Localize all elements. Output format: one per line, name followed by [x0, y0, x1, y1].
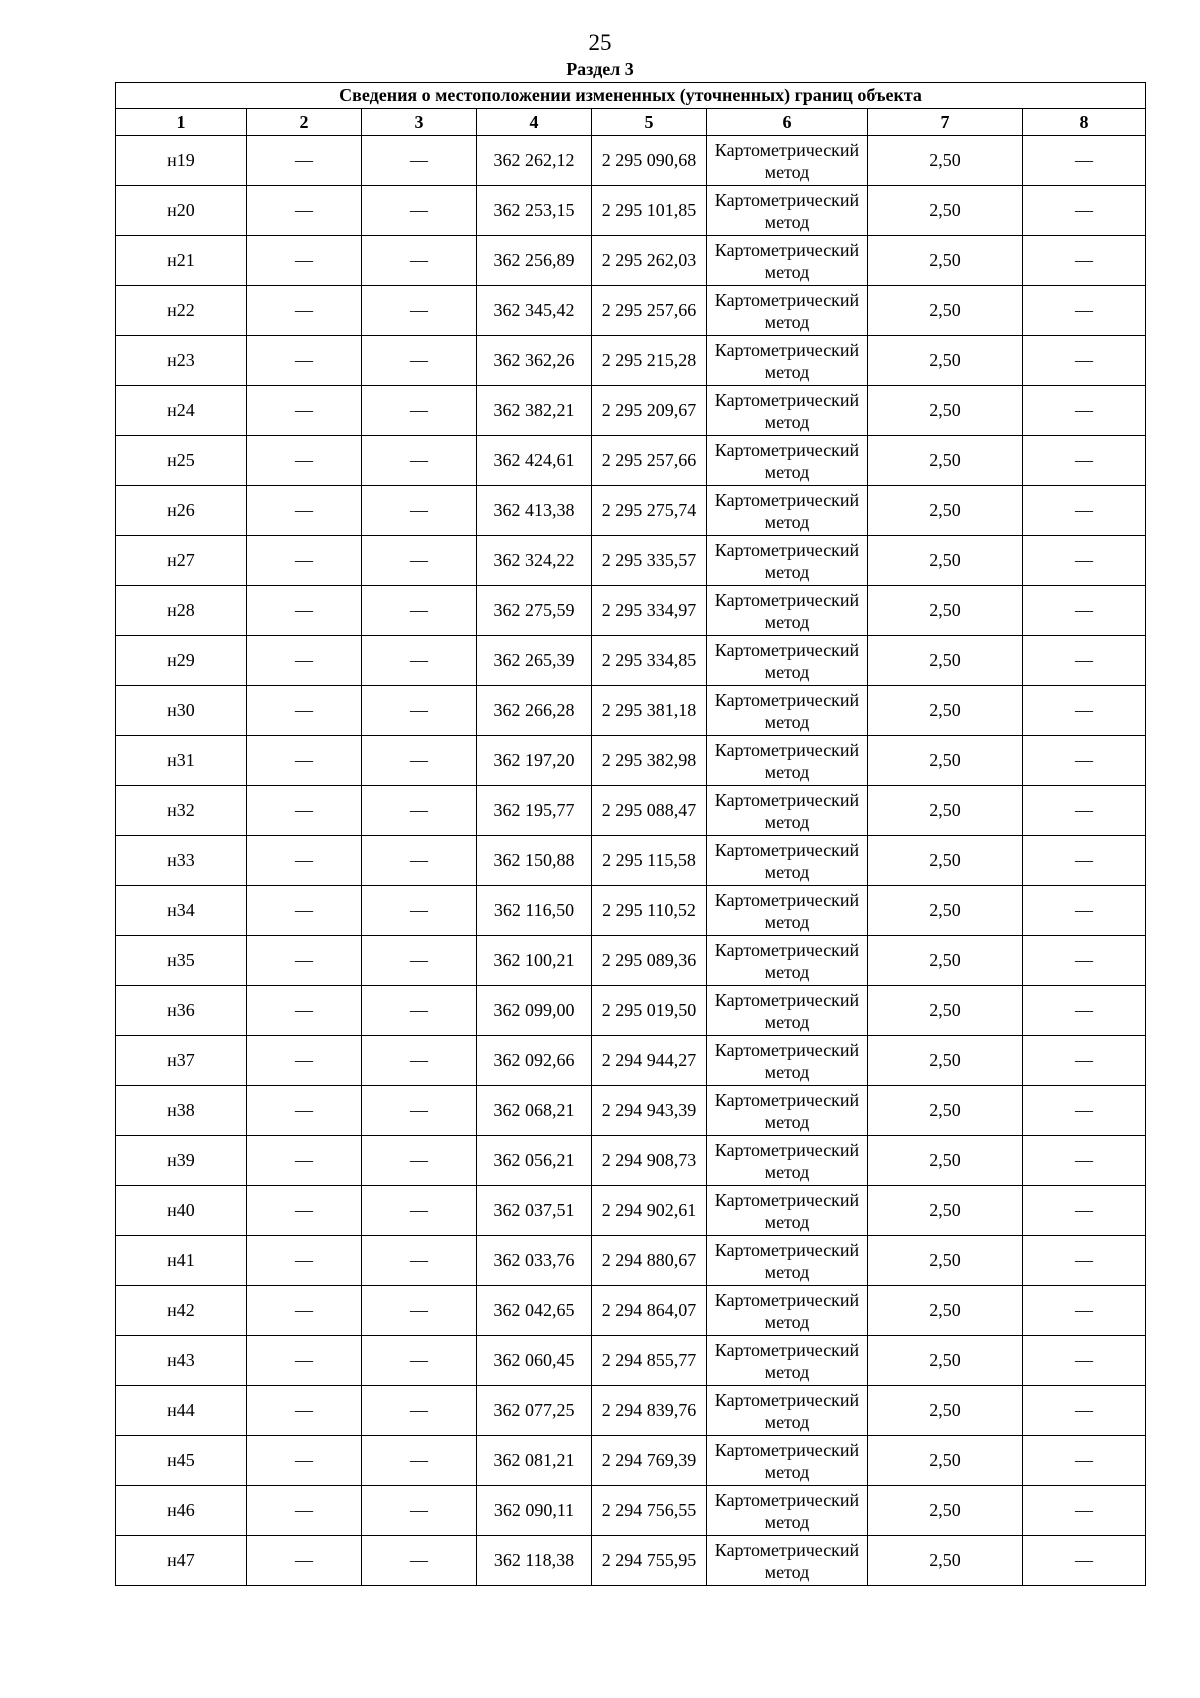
- y-coordinate-cell: 2 295 275,74: [592, 486, 707, 536]
- col2-cell: —: [247, 336, 362, 386]
- col8-cell: —: [1023, 1436, 1146, 1486]
- accuracy-cell: 2,50: [868, 436, 1023, 486]
- method-cell: Картометрический метод: [707, 1086, 868, 1136]
- point-name-cell: н39: [116, 1136, 247, 1186]
- x-coordinate-cell: 362 197,20: [477, 736, 592, 786]
- point-name-cell: н27: [116, 536, 247, 586]
- column-number-header: 3: [362, 109, 477, 136]
- point-name-cell: н42: [116, 1286, 247, 1336]
- section-title: Раздел 3: [566, 59, 634, 79]
- point-name-cell: н41: [116, 1236, 247, 1286]
- y-coordinate-cell: 2 295 090,68: [592, 136, 707, 186]
- point-name-cell: н34: [116, 886, 247, 936]
- method-cell: Картометрический метод: [707, 1336, 868, 1386]
- col2-cell: —: [247, 386, 362, 436]
- col3-cell: —: [362, 286, 477, 336]
- col2-cell: —: [247, 586, 362, 636]
- point-name-cell: н20: [116, 186, 247, 236]
- accuracy-cell: 2,50: [868, 936, 1023, 986]
- accuracy-cell: 2,50: [868, 786, 1023, 836]
- accuracy-cell: 2,50: [868, 586, 1023, 636]
- col2-cell: —: [247, 1236, 362, 1286]
- col3-cell: —: [362, 1036, 477, 1086]
- col3-cell: —: [362, 1486, 477, 1536]
- col8-cell: —: [1023, 1286, 1146, 1336]
- method-cell: Картометрический метод: [707, 336, 868, 386]
- method-cell: Картометрический метод: [707, 1236, 868, 1286]
- x-coordinate-cell: 362 324,22: [477, 536, 592, 586]
- point-name-cell: н44: [116, 1386, 247, 1436]
- point-name-cell: н22: [116, 286, 247, 336]
- x-coordinate-cell: 362 253,15: [477, 186, 592, 236]
- x-coordinate-cell: 362 275,59: [477, 586, 592, 636]
- col8-cell: —: [1023, 686, 1146, 736]
- x-coordinate-cell: 362 100,21: [477, 936, 592, 986]
- col8-cell: —: [1023, 886, 1146, 936]
- col2-cell: —: [247, 486, 362, 536]
- method-cell: Картометрический метод: [707, 1486, 868, 1536]
- col2-cell: —: [247, 686, 362, 736]
- method-cell: Картометрический метод: [707, 636, 868, 686]
- col3-cell: —: [362, 1536, 477, 1586]
- y-coordinate-cell: 2 295 334,85: [592, 636, 707, 686]
- col2-cell: —: [247, 1536, 362, 1586]
- method-cell: Картометрический метод: [707, 236, 868, 286]
- col8-cell: —: [1023, 1236, 1146, 1286]
- method-cell: Картометрический метод: [707, 486, 868, 536]
- y-coordinate-cell: 2 295 381,18: [592, 686, 707, 736]
- col2-cell: —: [247, 786, 362, 836]
- method-cell: Картометрический метод: [707, 886, 868, 936]
- point-name-cell: н30: [116, 686, 247, 736]
- point-name-cell: н29: [116, 636, 247, 686]
- point-name-cell: н31: [116, 736, 247, 786]
- accuracy-cell: 2,50: [868, 1436, 1023, 1486]
- col2-cell: —: [247, 1336, 362, 1386]
- y-coordinate-cell: 2 294 902,61: [592, 1186, 707, 1236]
- col8-cell: —: [1023, 636, 1146, 686]
- accuracy-cell: 2,50: [868, 286, 1023, 336]
- x-coordinate-cell: 362 362,26: [477, 336, 592, 386]
- method-cell: Картометрический метод: [707, 1436, 868, 1486]
- method-cell: Картометрический метод: [707, 1536, 868, 1586]
- col2-cell: —: [247, 236, 362, 286]
- table-row: [116, 986, 1146, 1036]
- col8-cell: —: [1023, 936, 1146, 986]
- col3-cell: —: [362, 836, 477, 886]
- table-title: Сведения о местоположении измененных (уточненных) границ объекта: [116, 83, 1146, 109]
- y-coordinate-cell: 2 294 943,39: [592, 1086, 707, 1136]
- x-coordinate-cell: 362 081,21: [477, 1436, 592, 1486]
- table-row: [116, 786, 1146, 836]
- x-coordinate-cell: 362 382,21: [477, 386, 592, 436]
- table-row: [116, 736, 1146, 786]
- method-cell: Картометрический метод: [707, 186, 868, 236]
- col2-cell: —: [247, 936, 362, 986]
- table-row: [116, 136, 1146, 186]
- col3-cell: —: [362, 1236, 477, 1286]
- column-number-header: 6: [707, 109, 868, 136]
- column-number-header: 2: [247, 109, 362, 136]
- table-row: [116, 586, 1146, 636]
- x-coordinate-cell: 362 345,42: [477, 286, 592, 336]
- method-cell: Картометрический метод: [707, 1286, 868, 1336]
- table-row: [116, 386, 1146, 436]
- method-cell: Картометрический метод: [707, 1136, 868, 1186]
- accuracy-cell: 2,50: [868, 986, 1023, 1036]
- col2-cell: —: [247, 1036, 362, 1086]
- table-row: [116, 1136, 1146, 1186]
- table-row: [116, 236, 1146, 286]
- col8-cell: —: [1023, 286, 1146, 336]
- y-coordinate-cell: 2 295 115,58: [592, 836, 707, 886]
- point-name-cell: н45: [116, 1436, 247, 1486]
- y-coordinate-cell: 2 295 088,47: [592, 786, 707, 836]
- table-row: [116, 936, 1146, 986]
- point-name-cell: н24: [116, 386, 247, 436]
- accuracy-cell: 2,50: [868, 136, 1023, 186]
- col3-cell: —: [362, 136, 477, 186]
- table-row: [116, 1286, 1146, 1336]
- table-row: [116, 1236, 1146, 1286]
- method-cell: Картометрический метод: [707, 536, 868, 586]
- table-row: [116, 886, 1146, 936]
- col3-cell: —: [362, 736, 477, 786]
- y-coordinate-cell: 2 295 257,66: [592, 286, 707, 336]
- col2-cell: —: [247, 436, 362, 486]
- accuracy-cell: 2,50: [868, 486, 1023, 536]
- table-row: [116, 686, 1146, 736]
- x-coordinate-cell: 362 413,38: [477, 486, 592, 536]
- col3-cell: —: [362, 436, 477, 486]
- column-number-header: 8: [1023, 109, 1146, 136]
- y-coordinate-cell: 2 295 110,52: [592, 886, 707, 936]
- col8-cell: —: [1023, 336, 1146, 386]
- x-coordinate-cell: 362 056,21: [477, 1136, 592, 1186]
- col3-cell: —: [362, 986, 477, 1036]
- x-coordinate-cell: 362 042,65: [477, 1286, 592, 1336]
- col8-cell: —: [1023, 186, 1146, 236]
- method-cell: Картометрический метод: [707, 386, 868, 436]
- x-coordinate-cell: 362 118,38: [477, 1536, 592, 1586]
- col8-cell: —: [1023, 486, 1146, 536]
- x-coordinate-cell: 362 424,61: [477, 436, 592, 486]
- x-coordinate-cell: 362 090,11: [477, 1486, 592, 1536]
- y-coordinate-cell: 2 294 864,07: [592, 1286, 707, 1336]
- col2-cell: —: [247, 1286, 362, 1336]
- y-coordinate-cell: 2 295 335,57: [592, 536, 707, 586]
- col2-cell: —: [247, 836, 362, 886]
- table-row: [116, 1336, 1146, 1386]
- col3-cell: —: [362, 186, 477, 236]
- table-body: [116, 136, 1146, 1586]
- table-row: [116, 186, 1146, 236]
- col3-cell: —: [362, 1286, 477, 1336]
- y-coordinate-cell: 2 295 382,98: [592, 736, 707, 786]
- col2-cell: —: [247, 1486, 362, 1536]
- point-name-cell: н33: [116, 836, 247, 886]
- accuracy-cell: 2,50: [868, 1186, 1023, 1236]
- table-row: [116, 1486, 1146, 1536]
- x-coordinate-cell: 362 037,51: [477, 1186, 592, 1236]
- method-cell: Картометрический метод: [707, 136, 868, 186]
- col3-cell: —: [362, 586, 477, 636]
- col8-cell: —: [1023, 136, 1146, 186]
- accuracy-cell: 2,50: [868, 736, 1023, 786]
- table-row: [116, 836, 1146, 886]
- column-number-header: 1: [116, 109, 247, 136]
- accuracy-cell: 2,50: [868, 1536, 1023, 1586]
- point-name-cell: н28: [116, 586, 247, 636]
- boundary-coordinates-table: [115, 82, 1146, 1586]
- y-coordinate-cell: 2 295 019,50: [592, 986, 707, 1036]
- point-name-cell: н46: [116, 1486, 247, 1536]
- method-cell: Картометрический метод: [707, 936, 868, 986]
- table-row: [116, 636, 1146, 686]
- table-row: [116, 1436, 1146, 1486]
- accuracy-cell: 2,50: [868, 1486, 1023, 1536]
- point-name-cell: н35: [116, 936, 247, 986]
- method-cell: Картометрический метод: [707, 1386, 868, 1436]
- col8-cell: —: [1023, 1386, 1146, 1436]
- method-cell: Картометрический метод: [707, 1186, 868, 1236]
- col3-cell: —: [362, 536, 477, 586]
- accuracy-cell: 2,50: [868, 1336, 1023, 1386]
- col2-cell: —: [247, 1086, 362, 1136]
- point-name-cell: н19: [116, 136, 247, 186]
- col2-cell: —: [247, 186, 362, 236]
- x-coordinate-cell: 362 099,00: [477, 986, 592, 1036]
- x-coordinate-cell: 362 265,39: [477, 636, 592, 686]
- col2-cell: —: [247, 1136, 362, 1186]
- col3-cell: —: [362, 936, 477, 986]
- method-cell: Картометрический метод: [707, 986, 868, 1036]
- table-row: [116, 1086, 1146, 1136]
- x-coordinate-cell: 362 033,76: [477, 1236, 592, 1286]
- col2-cell: —: [247, 886, 362, 936]
- accuracy-cell: 2,50: [868, 686, 1023, 736]
- point-name-cell: н25: [116, 436, 247, 486]
- col2-cell: —: [247, 136, 362, 186]
- method-cell: Картометрический метод: [707, 286, 868, 336]
- col3-cell: —: [362, 886, 477, 936]
- point-name-cell: н40: [116, 1186, 247, 1236]
- col8-cell: —: [1023, 586, 1146, 636]
- column-number-header: 4: [477, 109, 592, 136]
- accuracy-cell: 2,50: [868, 836, 1023, 886]
- point-name-cell: н37: [116, 1036, 247, 1086]
- col3-cell: —: [362, 336, 477, 386]
- y-coordinate-cell: 2 294 855,77: [592, 1336, 707, 1386]
- table-row: [116, 1536, 1146, 1586]
- accuracy-cell: 2,50: [868, 886, 1023, 936]
- x-coordinate-cell: 362 060,45: [477, 1336, 592, 1386]
- col3-cell: —: [362, 486, 477, 536]
- method-cell: Картометрический метод: [707, 1036, 868, 1086]
- x-coordinate-cell: 362 092,66: [477, 1036, 592, 1086]
- col8-cell: —: [1023, 1536, 1146, 1586]
- method-cell: Картометрический метод: [707, 586, 868, 636]
- col8-cell: —: [1023, 736, 1146, 786]
- y-coordinate-cell: 2 294 944,27: [592, 1036, 707, 1086]
- accuracy-cell: 2,50: [868, 1286, 1023, 1336]
- col2-cell: —: [247, 736, 362, 786]
- y-coordinate-cell: 2 295 089,36: [592, 936, 707, 986]
- col3-cell: —: [362, 786, 477, 836]
- col8-cell: —: [1023, 1336, 1146, 1386]
- col3-cell: —: [362, 1186, 477, 1236]
- accuracy-cell: 2,50: [868, 636, 1023, 686]
- col2-cell: —: [247, 1436, 362, 1486]
- col8-cell: —: [1023, 1086, 1146, 1136]
- y-coordinate-cell: 2 294 769,39: [592, 1436, 707, 1486]
- accuracy-cell: 2,50: [868, 1036, 1023, 1086]
- col3-cell: —: [362, 1386, 477, 1436]
- y-coordinate-cell: 2 294 880,67: [592, 1236, 707, 1286]
- col8-cell: —: [1023, 536, 1146, 586]
- col8-cell: —: [1023, 436, 1146, 486]
- point-name-cell: н38: [116, 1086, 247, 1136]
- col3-cell: —: [362, 236, 477, 286]
- method-cell: Картометрический метод: [707, 436, 868, 486]
- method-cell: Картометрический метод: [707, 736, 868, 786]
- col3-cell: —: [362, 1336, 477, 1386]
- table-row: [116, 286, 1146, 336]
- x-coordinate-cell: 362 068,21: [477, 1086, 592, 1136]
- x-coordinate-cell: 362 077,25: [477, 1386, 592, 1436]
- x-coordinate-cell: 362 195,77: [477, 786, 592, 836]
- method-cell: Картометрический метод: [707, 786, 868, 836]
- point-name-cell: н36: [116, 986, 247, 1036]
- method-cell: Картометрический метод: [707, 686, 868, 736]
- accuracy-cell: 2,50: [868, 1386, 1023, 1436]
- col3-cell: —: [362, 386, 477, 436]
- column-number-header: 7: [868, 109, 1023, 136]
- accuracy-cell: 2,50: [868, 236, 1023, 286]
- column-number-row: [116, 109, 1146, 136]
- accuracy-cell: 2,50: [868, 1236, 1023, 1286]
- col2-cell: —: [247, 536, 362, 586]
- table-row: [116, 336, 1146, 386]
- method-cell: Картометрический метод: [707, 836, 868, 886]
- col2-cell: —: [247, 1386, 362, 1436]
- x-coordinate-cell: 362 116,50: [477, 886, 592, 936]
- x-coordinate-cell: 362 256,89: [477, 236, 592, 286]
- y-coordinate-cell: 2 295 101,85: [592, 186, 707, 236]
- accuracy-cell: 2,50: [868, 336, 1023, 386]
- point-name-cell: н47: [116, 1536, 247, 1586]
- accuracy-cell: 2,50: [868, 186, 1023, 236]
- page-number: 25: [588, 30, 612, 55]
- table-row: [116, 1386, 1146, 1436]
- y-coordinate-cell: 2 295 215,28: [592, 336, 707, 386]
- col8-cell: —: [1023, 786, 1146, 836]
- col8-cell: —: [1023, 986, 1146, 1036]
- col8-cell: —: [1023, 1136, 1146, 1186]
- x-coordinate-cell: 362 266,28: [477, 686, 592, 736]
- accuracy-cell: 2,50: [868, 1086, 1023, 1136]
- col8-cell: —: [1023, 386, 1146, 436]
- col2-cell: —: [247, 636, 362, 686]
- point-name-cell: н43: [116, 1336, 247, 1386]
- table-row: [116, 536, 1146, 586]
- y-coordinate-cell: 2 294 756,55: [592, 1486, 707, 1536]
- col8-cell: —: [1023, 1486, 1146, 1536]
- y-coordinate-cell: 2 294 755,95: [592, 1536, 707, 1586]
- y-coordinate-cell: 2 295 262,03: [592, 236, 707, 286]
- table-row: [116, 1036, 1146, 1086]
- col3-cell: —: [362, 1436, 477, 1486]
- x-coordinate-cell: 362 150,88: [477, 836, 592, 886]
- col2-cell: —: [247, 286, 362, 336]
- accuracy-cell: 2,50: [868, 536, 1023, 586]
- col8-cell: —: [1023, 236, 1146, 286]
- x-coordinate-cell: 362 262,12: [477, 136, 592, 186]
- column-number-header: 5: [592, 109, 707, 136]
- y-coordinate-cell: 2 294 908,73: [592, 1136, 707, 1186]
- col3-cell: —: [362, 686, 477, 736]
- col3-cell: —: [362, 1086, 477, 1136]
- table-row: [116, 436, 1146, 486]
- y-coordinate-cell: 2 295 334,97: [592, 586, 707, 636]
- accuracy-cell: 2,50: [868, 1136, 1023, 1186]
- col3-cell: —: [362, 1136, 477, 1186]
- col8-cell: —: [1023, 1036, 1146, 1086]
- point-name-cell: н23: [116, 336, 247, 386]
- col2-cell: —: [247, 986, 362, 1036]
- y-coordinate-cell: 2 294 839,76: [592, 1386, 707, 1436]
- point-name-cell: н32: [116, 786, 247, 836]
- col8-cell: —: [1023, 836, 1146, 886]
- accuracy-cell: 2,50: [868, 386, 1023, 436]
- table-row: [116, 1186, 1146, 1236]
- table-row: [116, 486, 1146, 536]
- col8-cell: —: [1023, 1186, 1146, 1236]
- point-name-cell: н26: [116, 486, 247, 536]
- table-title-row: [116, 83, 1146, 109]
- col2-cell: —: [247, 1186, 362, 1236]
- y-coordinate-cell: 2 295 209,67: [592, 386, 707, 436]
- col3-cell: —: [362, 636, 477, 686]
- point-name-cell: н21: [116, 236, 247, 286]
- y-coordinate-cell: 2 295 257,66: [592, 436, 707, 486]
